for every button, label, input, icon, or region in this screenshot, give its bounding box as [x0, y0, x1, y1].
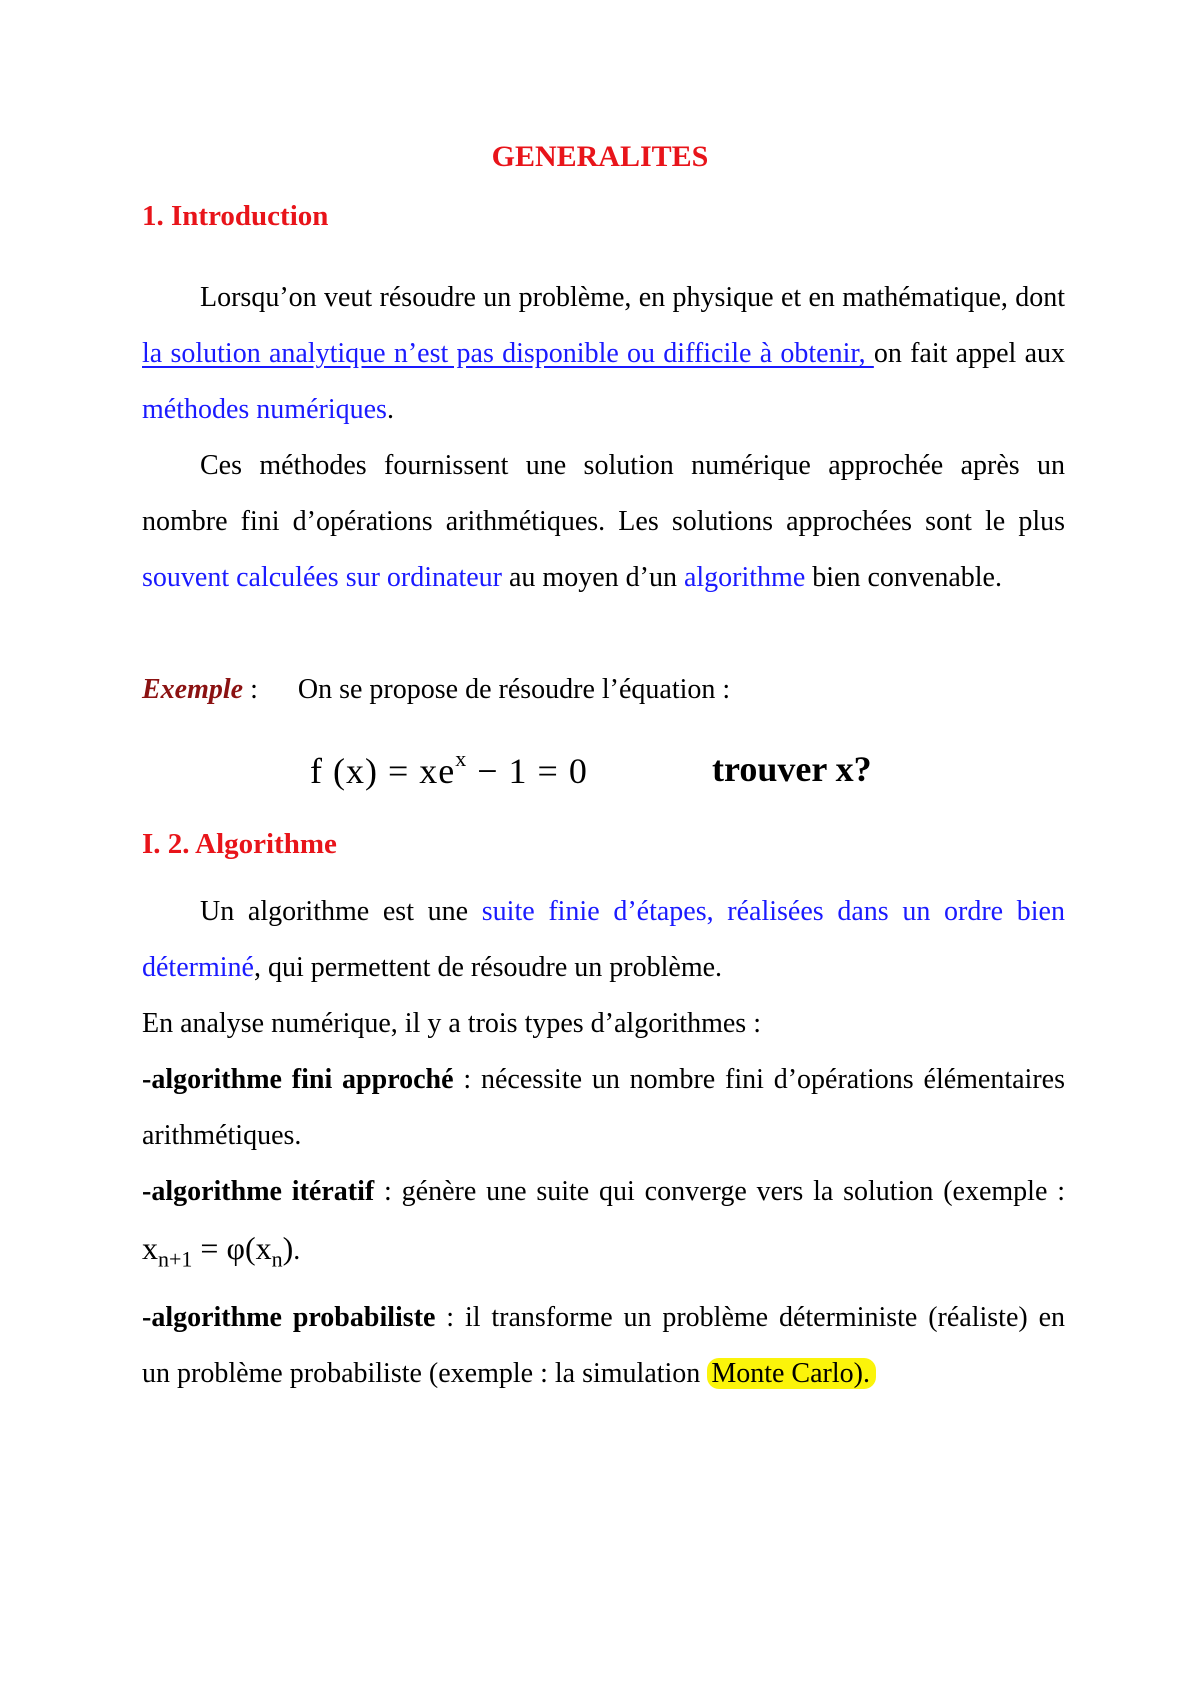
- section-heading-algorithme: I. 2. Algorithme: [142, 828, 337, 860]
- blue-phrase-suite: suite finie d’étapes, réalisées dans un ordre bien déterminé: [142, 896, 1065, 983]
- formula-x: x: [142, 1230, 158, 1266]
- blue-word-algorithme: algorithme: [683, 562, 806, 593]
- example-label: Exemple: [142, 674, 244, 705]
- equation: [310, 746, 588, 792]
- algo-paragraph-2: En analyse numérique, il y a trois types d’algorithmes :: [142, 1008, 761, 1039]
- example-text: On se propose de résoudre l’équation :: [297, 674, 731, 705]
- algo-item-fini: [142, 1052, 1065, 1164]
- item-label-probabiliste: -algorithme probabiliste: [142, 1302, 436, 1333]
- formula-sub-n: n: [271, 1246, 283, 1272]
- item-text-fini: : nécessite un nombre fini d’opérations élémentaires arithmétiques.: [142, 1064, 1065, 1151]
- example-line: [142, 662, 1065, 718]
- equation-exponent: x: [455, 746, 468, 771]
- algo-item-iteratif: [142, 1164, 1065, 1287]
- algo-text-b: , qui permettent de résoudre un problème.: [253, 952, 723, 983]
- intro-text-a: Lorsqu’on veut résoudre un problème, en physique et en mathématique, dont: [200, 282, 1065, 313]
- item-text-iteratif: : génère une suite qui converge vers la solution (exemple :: [374, 1176, 1065, 1207]
- underlined-phrase: la solution analytique n’est pas disponible ou difficile à obtenir,: [142, 338, 874, 369]
- intro-text-end: .: [386, 394, 394, 425]
- formula-phi: = φ(x: [192, 1230, 272, 1266]
- blue-phrase-methodes: méthodes numériques: [142, 394, 387, 425]
- blue-phrase-ordinateur: souvent calculées sur ordinateur: [142, 562, 502, 593]
- intro2-text-a: Ces méthodes fournissent une solution numérique approchée après un nombre fini d’opérations arithmétiques. Les solutions approchées sont le plus: [142, 450, 1065, 537]
- intro-paragraph-2: [142, 438, 1065, 606]
- formula-close: ): [282, 1230, 294, 1266]
- item-label-fini: -algorithme fini approché: [142, 1064, 454, 1095]
- algo-item-probabiliste: [142, 1290, 1065, 1402]
- item-text-probabiliste: : il transforme un problème déterministe (réaliste) en un problème probabiliste (exemple : la simulation: [142, 1302, 1065, 1389]
- intro2-text-b: au moyen d’un: [501, 562, 684, 593]
- item-label-iteratif: -algorithme itératif: [142, 1176, 375, 1207]
- equation-right: − 1 = 0: [467, 751, 588, 791]
- item-end-iteratif: .: [293, 1235, 301, 1266]
- equation-left: f (x) = xe: [310, 751, 456, 791]
- example-separator: :: [243, 674, 258, 705]
- page-title: GENERALITES: [491, 140, 709, 173]
- equation-question: trouver x?: [712, 749, 872, 789]
- intro-text-b: on fait appel aux: [873, 338, 1066, 369]
- formula-sub-n1: n+1: [158, 1246, 193, 1272]
- intro2-text-end: bien convenable.: [805, 562, 1002, 593]
- highlighted-monte-carlo: Monte Carlo).: [707, 1358, 876, 1389]
- intro-paragraph-1: [142, 270, 1065, 438]
- algo-paragraph-1: [142, 884, 1065, 996]
- iteration-formula: [142, 1230, 294, 1272]
- section-heading-introduction: 1. Introduction: [142, 200, 329, 232]
- algo-text-a: Un algorithme est une: [200, 896, 482, 927]
